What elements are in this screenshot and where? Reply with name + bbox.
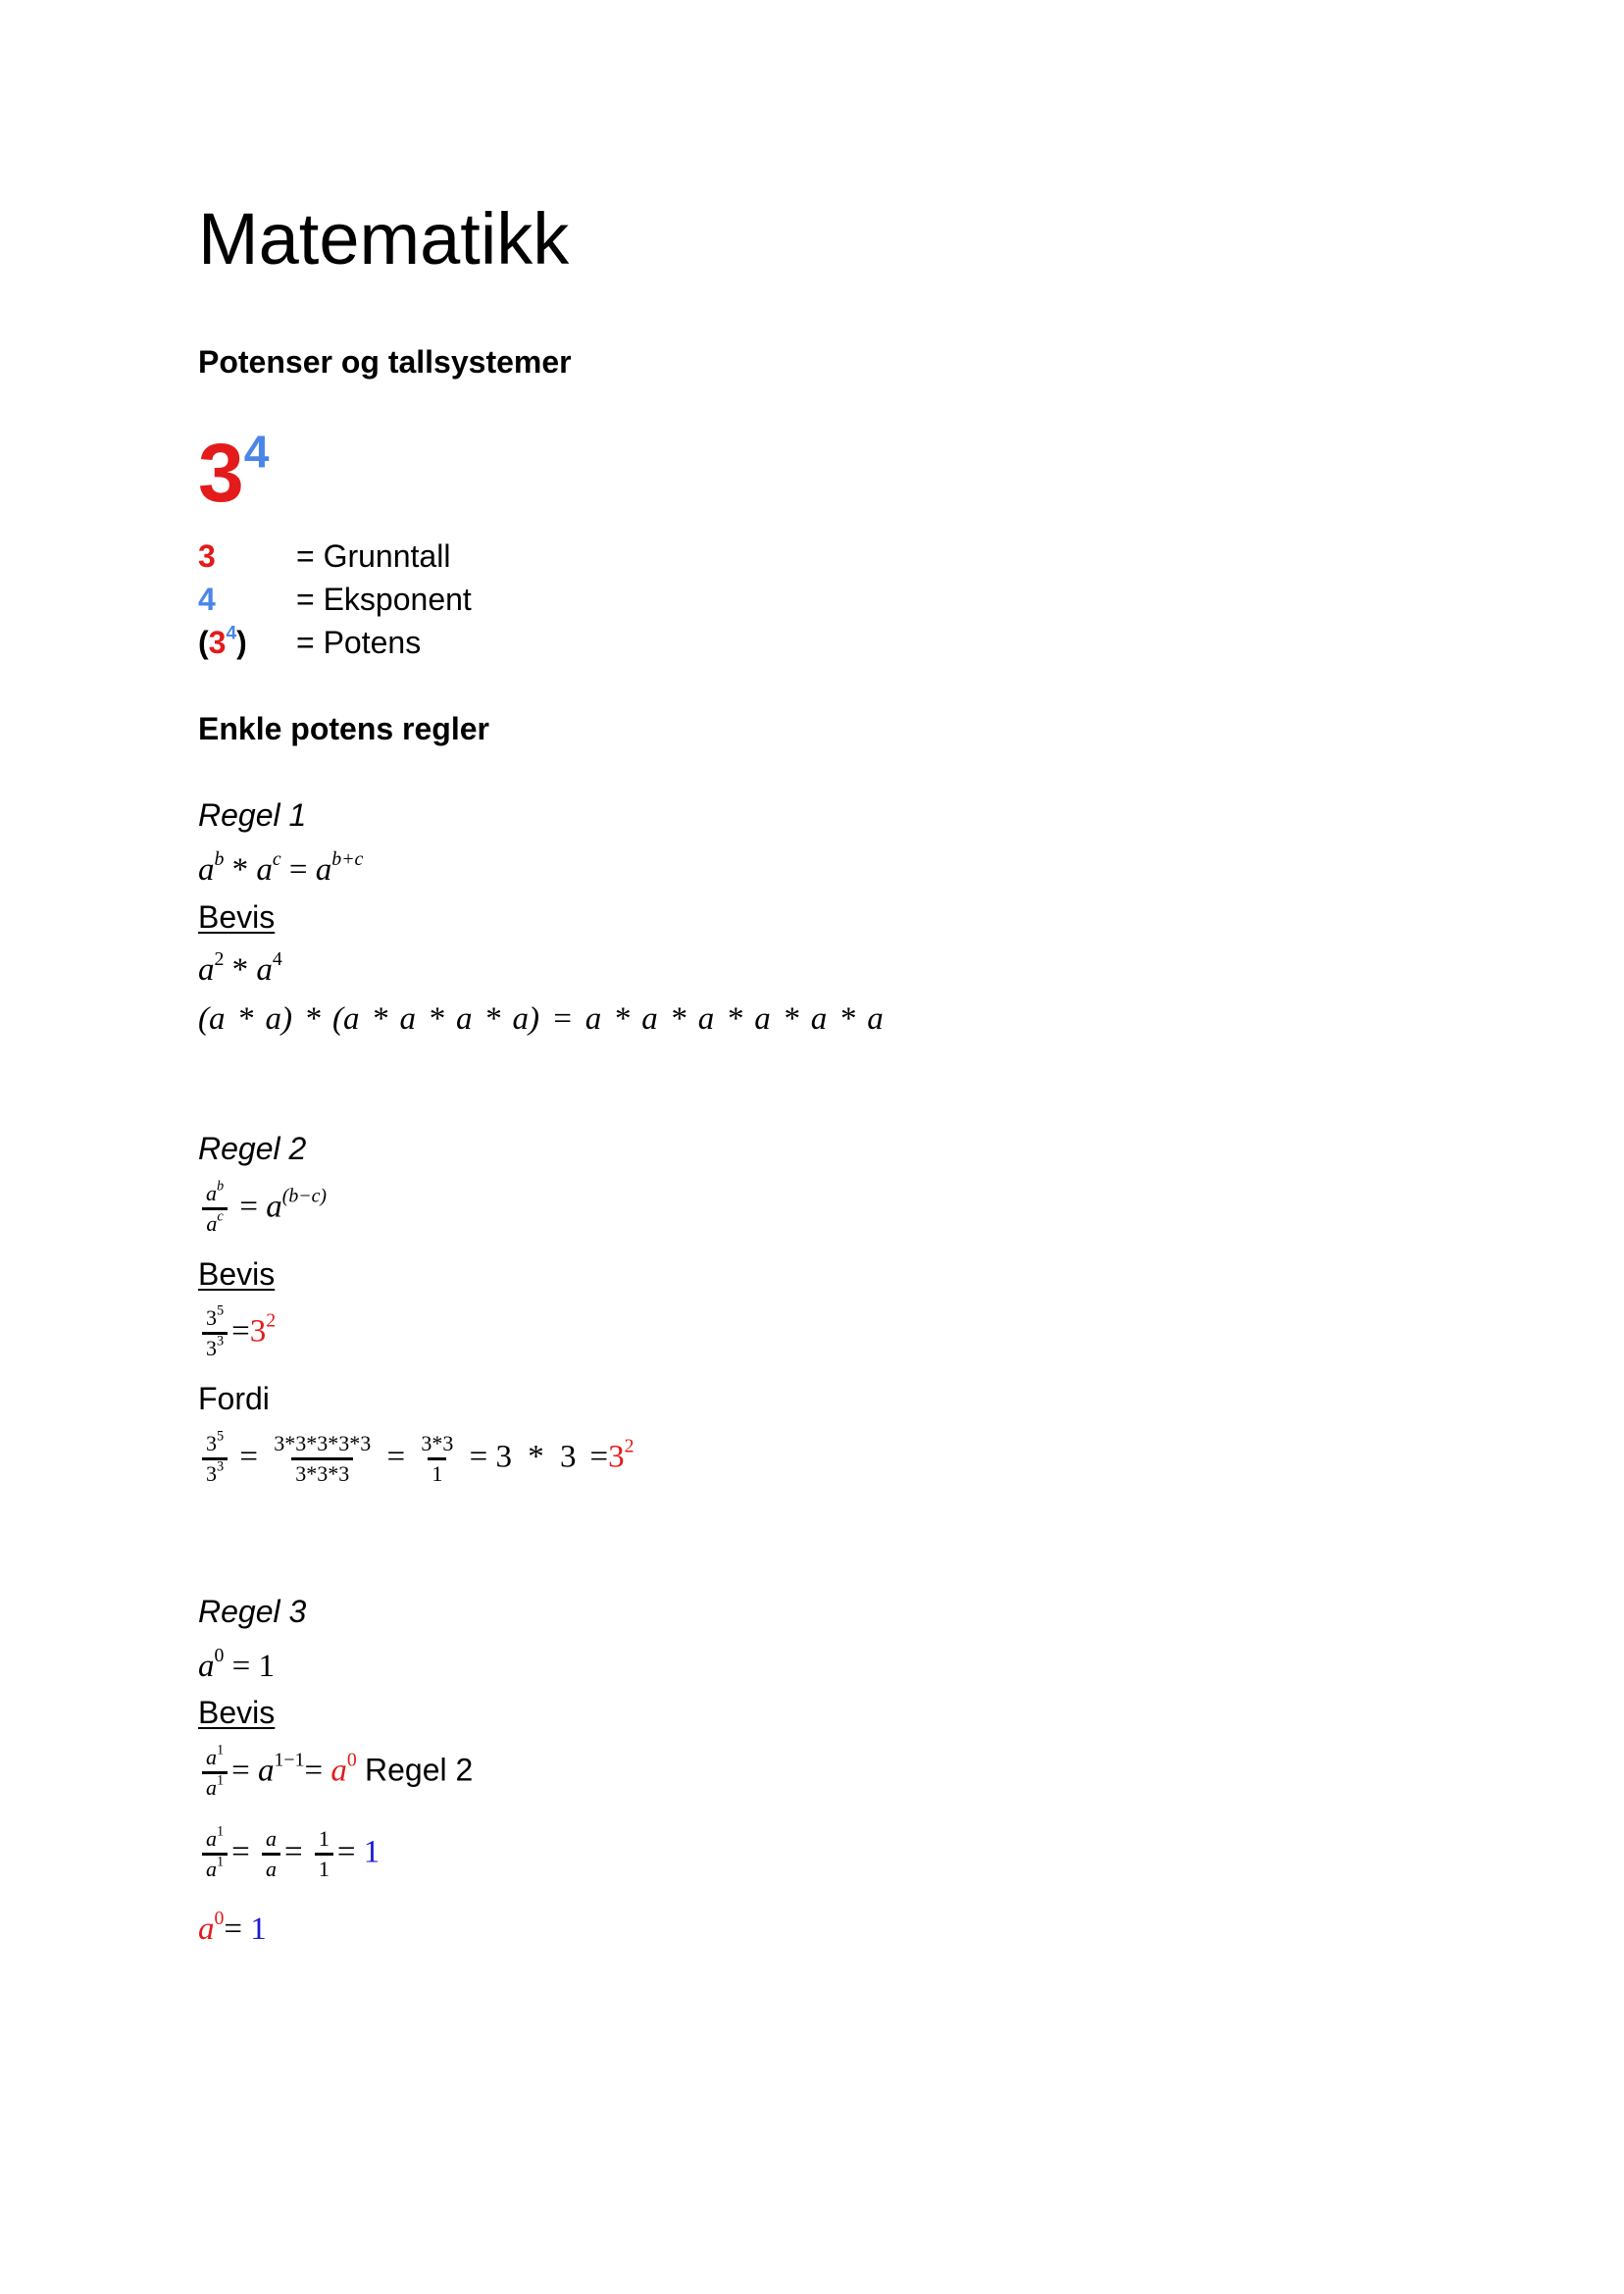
big-power-example <box>198 424 269 523</box>
desc: = Potens <box>296 625 422 660</box>
rule3-conclusion: $a^0= 1$ <box>198 1908 267 1947</box>
rule2-formula: $\frac{a^b}{a^c}$ = $a^{(b-c)}$ <box>198 1182 327 1236</box>
fraction: $\frac{3*3*3*3*3}{3*3*3}$ <box>274 1431 372 1487</box>
rule1-label: Regel 1 <box>198 797 307 833</box>
fraction: $\frac{a^b}{a^c}$ <box>202 1182 228 1236</box>
definition-base <box>198 537 450 575</box>
rule2-proof: $\frac{3^5}{3^3}$ $=3^2$ <box>198 1306 276 1360</box>
term: 3 <box>198 538 216 574</box>
fraction: $\frac{3^5}{3^3}$ <box>202 1306 228 1360</box>
fraction: $\frac{a^1}{a^1}$ <box>202 1827 228 1881</box>
term: $(3^4)$ <box>198 623 247 660</box>
rule3-proof-label: Bevis <box>198 1695 276 1730</box>
definition-power <box>198 624 421 661</box>
rule2-proof-label: Bevis <box>198 1256 276 1292</box>
desc: = Eksponent <box>296 582 472 617</box>
page-title: Matematikk <box>198 198 570 280</box>
rule3-proof-step1: $\frac{a^1}{a^1}$ = $a^{1-1}= a^0$ Regel 2 <box>198 1746 473 1800</box>
rule1-proof-step2: (a * a) * (a * a * a * a) = a * a * a * a * a * a <box>198 1001 884 1037</box>
rule1-proof-label: Bevis <box>198 899 276 935</box>
fraction: $\frac{1}{1}$ <box>315 1827 333 1881</box>
definition-exponent <box>198 581 472 618</box>
rule1-proof-step1: $a^2 * a^4$ <box>198 948 282 988</box>
fraction: $\frac{3*3}{1}$ <box>421 1431 454 1487</box>
section-heading-rules: Enkle potens regler <box>198 711 489 746</box>
rule3-formula: $a^0 = 1$ <box>198 1645 276 1684</box>
rule2-label: Regel 2 <box>198 1131 307 1166</box>
rule3-label: Regel 3 <box>198 1594 307 1629</box>
term: 4 <box>198 582 216 617</box>
rule3-proof-step2: $\frac{a^1}{a^1}$ = $\frac{a}{a}$ = $\frac{1}{1}$ = 1 <box>198 1827 380 1881</box>
big-power-base: 3 <box>198 427 244 519</box>
fraction: $\frac{a^1}{a^1}$ <box>202 1746 228 1800</box>
rule2-because-label: Fordi <box>198 1381 270 1416</box>
rule1-formula: $a^b * a^c = a^{b+c}$ <box>198 848 364 888</box>
big-power-exponent: 4 <box>243 426 270 478</box>
section-heading-powers: Potenser og tallsystemer <box>198 344 572 380</box>
desc: = Grunntall <box>296 538 451 574</box>
fraction: $\frac{3^5}{3^3}$ <box>202 1432 228 1486</box>
fraction: $\frac{a}{a}$ <box>262 1827 280 1881</box>
rule2-expansion: $\frac{3^5}{3^3}$ = $\frac{3*3*3*3*3}{3*3*3}$ = $\frac{3*3}{1}$ = $3 * 3 =3^2$ <box>198 1432 634 1486</box>
